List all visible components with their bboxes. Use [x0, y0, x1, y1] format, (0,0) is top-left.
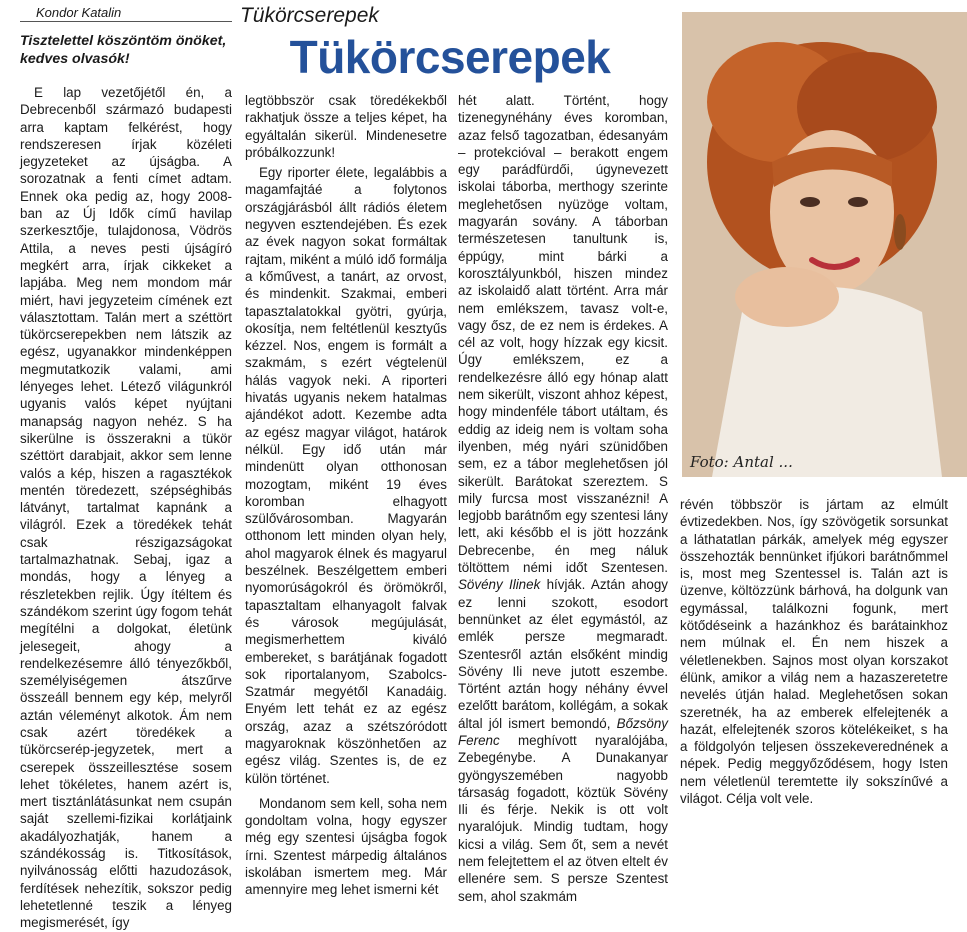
section-kicker: Tükörcserepek [240, 4, 379, 27]
text-run: hét alatt. Történt, hogy tizenegynéhány éves koromban, azaz felső tagozatban, édesanyám – protekcióval – berakott engem egy parádfürdői, úgynevezett iskolai táborba, merthogy szerinte meglehetősen nyüzöge voltam, magyarán sovány. A táborban természetesen tanultunk is, éppúgy, mint bárki a korosztályunkból, hiszen mindez az iskolaidő alatt történt. Arra már nem emlékszem, tavasz volt-e, vagy ősz, de ez nem is érdekes. A cél az volt, hogy hízzak egy kicsit. Úgy emlékszem, ez a rendelkezésre álló egy hónap alatt nem sikerült, viszont ahhoz képest, hogy mindenféle tábort utáltam, és eddig az ideig nem is voltam soha ilyenben, még nyári szünidőben sem, ez a tábor meglehetősen jól sikerült. Barátokat szereztem. S mily furcsa most visszanézni! A legjobb barátnőm egy szentesi lány lett, aki később el is jött hozzánk Debrecenbe, én meg náluk töltöttem némi időt Szentesen. [458, 93, 668, 576]
photo-credit-signature: Foto: Antal ... [690, 453, 793, 471]
article-headline: Tükörcserepek [289, 31, 611, 83]
author-portrait-photo [682, 12, 967, 477]
paragraph: legtöbbször csak töredékekből rakhatjuk össze a teljes képet, ha egyáltalán sikerül. Mindenesetre próbálkozzunk! [245, 93, 447, 160]
italic-name: Sövény Ilinek [458, 577, 541, 593]
paragraph: Mondanom sem kell, soha nem gondoltam volna, hogy egyszer még egy szentesi újságba fogok írni. Szentest márpedig általános iskolában ismertem meg. Már amennyire meg lehet ismerni két [245, 795, 447, 898]
paragraph: Egy riporter élete, legalábbis a magamfajtáé a folytonos országjárásból állt rádiós életem negyven esztendejében. És ezek az évek nagyon sokat formáltak rajtam, miként a múló idő formálja a kőművest, a tanárt, az orvost, és mindenkit. Szakmai, emberi tapasztalatokkal gyötri, gyúrja, okosítja, nem feltétlenül kesztyűs kézzel. Nos, engem is formált a szakmám, s ezért végtelenül hálás vagyok neki. A riporteri hivatás ugyanis nekem hatalmas ajándékot adott. Kezembe adta az egész magyar világot, határok nélkül. Egy idő után már mindenütt olyan otthonosan mozogtam, miként 19 éves koromban elhagyott szülővárosomban. Magyarán otthonom lett minden olyan hely, ahol magyarok élnek és magyarul beszélnek. Beszélgettem emberi nyomorúságokról és örömökről, tapasztaltam elhanyagolt falvak és városok megújulását, megismerhettem kiváló embereket, s barátjának fogadott sok riportalanyom, Szabolcs-Szatmár megyétől Kanadáig. Enyém lett tehát ez az egész ország, azaz a szétszóródott magyaroknak köszönhetően az egész világ. Szentes is, de ez külön történet. [245, 165, 447, 786]
italic-name: Bőzsöny Ferenc [458, 715, 668, 748]
paragraph [458, 92, 668, 905]
paragraph: révén többször is jártam az elmúlt évtizedekben. Nos, így szövögetik sorsunkat a láthatatlan párkák, amelyek még egyszer összehozták bennünket ifjúkori barátnőmmel is, most meg Szentessel is. Talán azt is üzenve, költözzünk bárhová, ha dolgunk van egymással, találkozni fogunk, mert kötődéseink a hazánkhoz és barátainkhoz nem múlnak el. Én nem hiszek a véletlenekben. Sajnos most olyan korszakot élünk, amikor a világ nem a hazaszeretetre nevelés útján halad. Meglehetősen sokan szeretnék, ha az emberek elfelejtenék a hazát, elfelejtenék szoros kötelékeiket, s ha a földgolyón teljesen összekeverednének a népek. Pedig meggyőződésem, hogy Isten nem véletlenül teremtette ily sokszínűvé a világot. Célja volt vele. [680, 497, 948, 807]
column-2 [245, 92, 447, 899]
column-3 [458, 92, 668, 905]
text-run: hívják. Aztán ahogy ez lenni szokott, esodort bennünket az élet egymástól, az emlék persze megmaradt. Szentesről aztán elsőként mindig Sövény Ili neve jutott eszembe. Történt aztán hogy néhány évvel ezelőtt barátom, kollégám, a sokak által jól ismert bemondó, [458, 577, 668, 731]
paragraph: E lap vezetőjétől én, a Debrecenből származó budapesti arra kaptam felkérést, hogy rendszeresen írjak közéleti jegyzeteket az újságba. A sorozatnak a fenti címet adtam. Ennek oka pedig az, hogy 2008-ban az Új Idők című havilap szerkesztője, tulajdonosa, Vödrös Attila, a neves pesti újságíró megkért arra, írjak cikkeket a lapjába. Meg nem mondom már miért, havi jegyzeteim címének ezt választottam. Talán mert a széttört tükörcserepekben nem látszik az egész, ugyanakkor mindenképpen megmutatkozik valami, ami lényeges lehet. Létező világunkról ugyanis valós képet nyújtani manapság nagyon nehéz. S ha sikerülne is összerakni a tükör széttört darabjait, akkor sem lenne valós a kép, hiszen a ragasztékok mentén töredezett, szépséghibás látványt, tartalmat kapnánk a világról. Ezek a töredékek tehát csak részigazságokat tartalmazhatnak. Sebaj, igaz a mondás, hogy a lényeg a részletekben rejlik. Úgy ítéltem és szándékom szerint úgy fogom tehát megítélni a dolgokat, életünk jelesegeit, ahogy a rendelkezésemre álló tényezőkből, személyiségemen átszűrve összeáll bennem egy kép, melyről aztán véleményt alkotok. Ám nem csak azért töredékek a tükörcserép-jegyzetek, mert a cserepek összeillesztése sosem lehet tökéletes, hanem azért is, mert tisztánlátásunkat nem csupán saját szellemi-fizikai korlátjaink akadályozhatják, hanem a szándékosság is. Titkosítások, nyilvánosság előtti hazudozások, ferdítések nehezítik, sokszor pedig lehetetlenné teszik a lényeg megismerését, így [20, 85, 232, 931]
column-1 [20, 84, 232, 932]
text-run: meghívott nyaralójába, Zebegénybe. A Dunakanyar gyöngyszemében nagyobb társaság fogadott, köztük Sövény Ili és férje. Nekik is ott volt nyaralójuk. Mindig tudtam, hogy kicsi a világ. Sem őt, sem a nevét nem felejtettem el az ötven eltelt év ellenére sem. S persze Szentest sem, ahol szakmám [458, 732, 668, 904]
portrait-illustration [682, 12, 967, 477]
column-4 [680, 496, 948, 807]
author-byline: Kondor Katalin [20, 4, 232, 22]
greeting: Tisztelettel köszöntöm önöket, kedves olvasók! [20, 33, 227, 67]
